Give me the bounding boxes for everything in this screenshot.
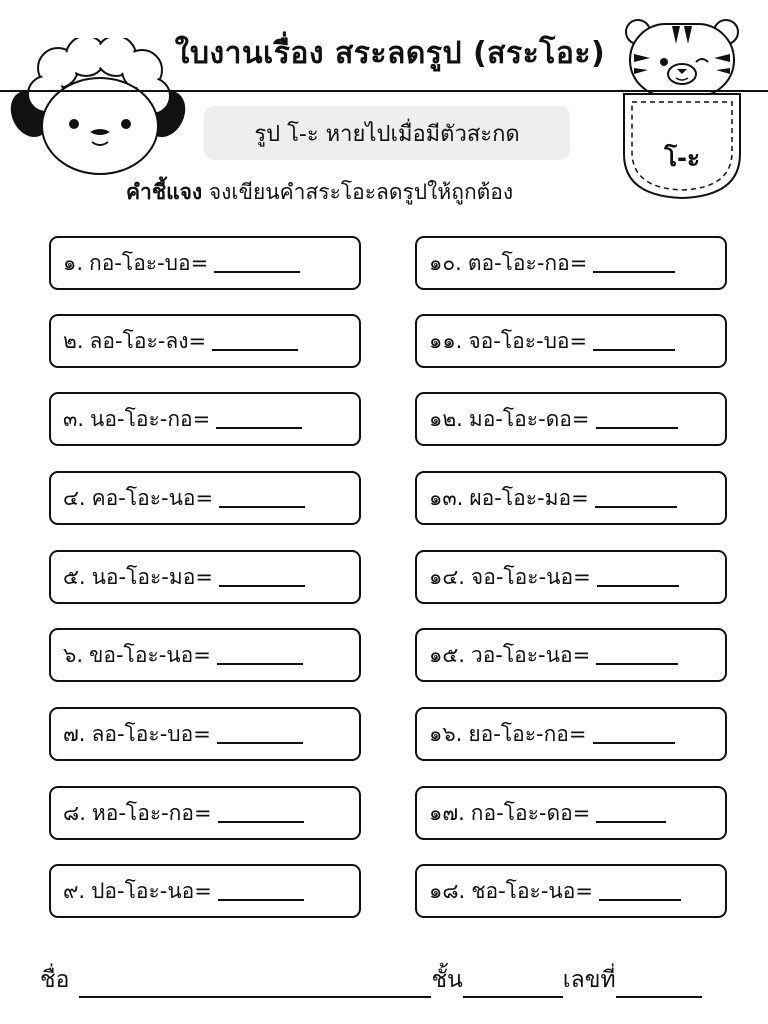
exercise-text: คอ-โอะ-นอ= (91, 485, 214, 510)
exercise-box-14[interactable] (415, 550, 727, 604)
exercise-box-10[interactable] (415, 236, 727, 290)
answer-blank[interactable] (219, 488, 305, 508)
answer-blank[interactable] (214, 253, 300, 273)
exercise-number: ๑๑. (429, 328, 463, 353)
pocket-label: โ-ะ (664, 144, 700, 172)
answer-blank[interactable] (595, 488, 677, 508)
exercise-text: ลอ-โอะ-ลง= (89, 328, 207, 353)
exercise-number: ๑๐. (429, 250, 462, 275)
number-field[interactable] (616, 972, 702, 998)
exercise-number: ๗. (63, 721, 86, 746)
exercise-box-4[interactable] (49, 471, 361, 525)
exercise-box-6[interactable] (49, 628, 361, 682)
exercise-box-9[interactable] (49, 864, 361, 918)
exercise-box-18[interactable] (415, 864, 727, 918)
answer-blank[interactable] (597, 567, 679, 587)
exercise-text: ขอ-โอะ-นอ= (89, 642, 211, 667)
name-label: ชื่อ (40, 967, 70, 993)
exercise-number: ๖. (63, 642, 84, 667)
exercise-box-7[interactable] (49, 707, 361, 761)
answer-blank[interactable] (599, 881, 681, 901)
exercise-text: ชอ-โอะ-นอ= (471, 878, 593, 903)
exercise-box-11[interactable] (415, 314, 727, 368)
exercise-box-5[interactable] (49, 550, 361, 604)
answer-blank[interactable] (217, 645, 303, 665)
exercise-number: ๒. (63, 328, 84, 353)
exercise-number: ๑๖. (429, 721, 463, 746)
exercise-number: ๑. (63, 250, 84, 275)
exercise-text: นอ-โอะ-มอ= (91, 564, 213, 589)
exercise-text: ปอ-โอะ-นอ= (91, 878, 212, 903)
exercise-number: ๕. (63, 564, 86, 589)
exercise-number: ๑๓. (429, 485, 464, 510)
exercise-text: หอ-โอะ-กอ= (91, 800, 212, 825)
instruction-text: จงเขียนคำสระโอะลดรูปให้ถูกต้อง (208, 180, 514, 204)
exercise-text: นอ-โอะ-กอ= (90, 406, 211, 431)
exercise-box-15[interactable] (415, 628, 727, 682)
class-label: ชั้น (431, 967, 463, 993)
answer-blank[interactable] (593, 253, 675, 273)
exercise-text: กอ-โอะ-บอ= (89, 250, 209, 275)
instruction-label: คำชี้แจง (126, 180, 203, 204)
number-label: เลขที่ (562, 967, 616, 993)
exercise-box-2[interactable] (49, 314, 361, 368)
answer-blank[interactable] (217, 724, 303, 744)
exercise-text: มอ-โอะ-ดอ= (468, 406, 590, 431)
rule-box (204, 106, 570, 160)
exercise-number: ๑๗. (429, 800, 465, 825)
exercise-number: ๑๔. (429, 564, 465, 589)
exercise-text: กอ-โอะ-ดอ= (470, 800, 591, 825)
answer-blank[interactable] (596, 645, 678, 665)
exercise-number: ๑๒. (429, 406, 463, 431)
tiger-illustration (622, 14, 742, 98)
answer-blank[interactable] (216, 409, 302, 429)
exercise-number: ๑๘. (429, 878, 466, 903)
exercise-text: จอ-โอะ-นอ= (470, 564, 591, 589)
exercise-box-17[interactable] (415, 786, 727, 840)
exercise-text: ตอ-โอะ-กอ= (467, 250, 588, 275)
exercise-box-16[interactable] (415, 707, 727, 761)
name-field[interactable] (79, 972, 431, 998)
exercise-number: ๑๕. (429, 642, 465, 667)
student-info (40, 962, 730, 998)
page-title: ใบงานเรื่อง สระลดรูป (สระโอะ) (174, 36, 606, 71)
answer-blank[interactable] (218, 881, 304, 901)
exercise-box-8[interactable] (49, 786, 361, 840)
answer-blank[interactable] (596, 803, 666, 823)
exercise-text: ลอ-โอะ-บอ= (91, 721, 211, 746)
class-field[interactable] (463, 972, 563, 998)
exercise-text: จอ-โอะ-บอ= (468, 328, 588, 353)
answer-blank[interactable] (218, 803, 304, 823)
answer-blank[interactable] (593, 724, 675, 744)
exercise-box-1[interactable] (49, 236, 361, 290)
answer-blank[interactable] (596, 409, 678, 429)
exercise-text: ผอ-โอะ-มอ= (469, 485, 589, 510)
answer-blank[interactable] (212, 331, 298, 351)
instruction (126, 176, 513, 209)
header-divider (0, 90, 768, 92)
exercise-box-12[interactable] (415, 392, 727, 446)
exercise-box-13[interactable] (415, 471, 727, 525)
exercise-number: ๘. (63, 800, 86, 825)
rule-text: รูป โ-ะ หายไปเมื่อมีตัวสะกด (254, 121, 520, 147)
exercise-text: ยอ-โอะ-กอ= (468, 721, 587, 746)
exercise-text: วอ-โอะ-นอ= (470, 642, 591, 667)
answer-blank[interactable] (219, 567, 305, 587)
exercise-number: ๓. (63, 406, 85, 431)
exercise-box-3[interactable] (49, 392, 361, 446)
exercise-number: ๙. (63, 878, 86, 903)
exercise-number: ๔. (63, 485, 86, 510)
answer-blank[interactable] (593, 331, 675, 351)
